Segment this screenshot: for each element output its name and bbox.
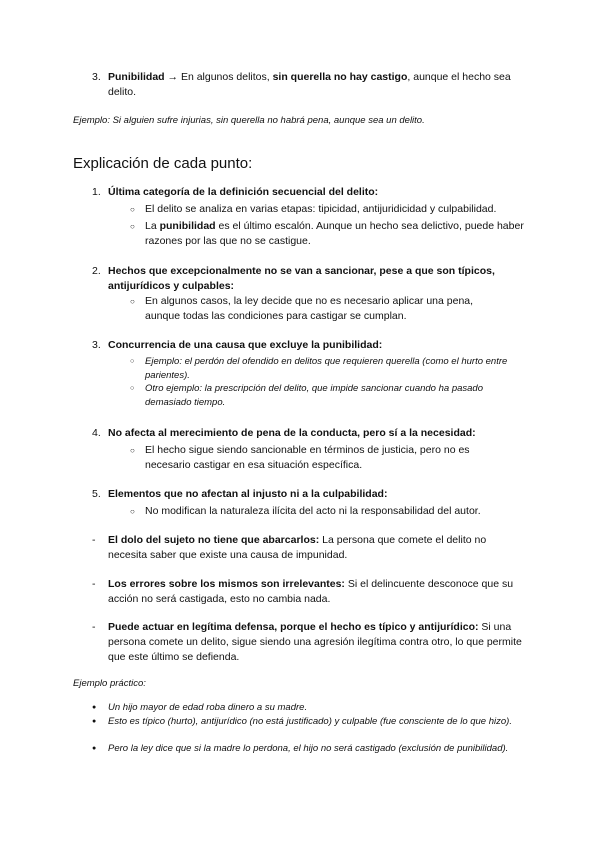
point-1-sub-1-text: El delito se analiza en varias etapas: tipicidad, antijuridicidad y culpabilidad.: [145, 203, 497, 215]
example-item-2: Esto es típico (hurto), antijurídico (no está justificado) y culpable (fue consciente de lo que hizo).: [108, 716, 512, 727]
top-item-number: 3.: [92, 71, 101, 83]
point-1-sub-1: [145, 202, 525, 217]
dash-item-dolo-bold: El dolo del sujeto no tiene que abarcarlos:: [108, 534, 320, 546]
point-2-title-text: Hechos que excepcionalmente no se van a sancionar, pese a que son típicos, antijurídicos y culpables:: [108, 265, 495, 292]
bullet-open-icon: ○: [130, 222, 135, 231]
dash-item-errores-bold: Los errores sobre los mismos son irrelevantes:: [108, 578, 345, 590]
point-3-title-text: Concurrencia de una causa que excluye la punibilidad:: [108, 339, 383, 351]
point-5-sub-1: No modifican la naturaleza ilícita del acto ni la responsabilidad del autor.: [145, 505, 481, 517]
point-1-number: 1.: [92, 186, 101, 198]
point-4-title: [108, 426, 528, 441]
example-item-3: Pero la ley dice que si la madre lo perdona, el hijo no será castigado (exclusión de punibilidad).: [108, 743, 509, 754]
bullet-filled-icon: ●: [92, 704, 97, 711]
bullet-open-icon: ○: [130, 358, 135, 365]
bullet-filled-icon: ●: [92, 745, 97, 752]
point-1-sub-2-post: es el último escalón. Aunque un hecho sea delictivo, puede haber razones por las que no se castigue.: [145, 220, 524, 247]
top-item-text2: , aunque el hecho sea delito.: [108, 71, 511, 98]
point-1-sub-2-pre: La: [145, 220, 160, 232]
top-item-text1: En algunos delitos,: [180, 71, 273, 83]
point-1-sub-2: [145, 219, 525, 249]
dash-marker: -: [92, 534, 96, 546]
example-item-1: Un hijo mayor de edad roba dinero a su madre.: [108, 702, 308, 713]
point-5-title: [108, 487, 528, 502]
bullet-open-icon: ○: [130, 297, 135, 306]
point-1-title-text: Última categoría de la definición secuencial del delito:: [108, 186, 379, 198]
dash-marker: -: [92, 621, 96, 633]
dash-item-legitima-text: Si una persona comete un delito, sigue siendo una agresión ilegítima contra otro, lo que permite que este último se defienda.: [108, 621, 522, 663]
point-4-sub-1: El hecho sigue siendo sancionable en términos de justicia, pero no es necesario castigar en esa situación específica.: [145, 444, 470, 471]
bullet-open-icon: ○: [130, 446, 135, 455]
dash-item-legitima-defensa: [108, 620, 528, 665]
section-heading: Explicación de cada punto:: [73, 155, 253, 172]
bullet-open-icon: ○: [130, 507, 135, 516]
top-item-label: Punibilidad: [108, 71, 165, 83]
bullet-filled-icon: ●: [92, 718, 97, 725]
dash-item-legitima-bold: Puede actuar en legítima defensa, porque el hecho es típico y antijurídico:: [108, 621, 479, 633]
point-1-sub-2-bold: punibilidad: [159, 220, 216, 232]
dash-marker: -: [92, 578, 96, 590]
top-item-bold: sin querella no hay castigo: [272, 71, 408, 83]
dash-item-dolo-text: La persona que comete el delito no necesita saber que existe una causa de impunidad.: [108, 534, 487, 561]
example-injurias: Ejemplo: Si alguien sufre injurias, sin querella no habrá pena, aunque sea un delito.: [73, 115, 425, 126]
point-2-title: [108, 264, 528, 294]
dash-item-errores: [108, 577, 528, 607]
bullet-open-icon: ○: [130, 385, 135, 392]
bullet-open-icon: ○: [130, 205, 135, 214]
point-4-number: 4.: [92, 427, 101, 439]
top-item-punibilidad: [108, 70, 528, 100]
point-2-sub-1: [145, 294, 490, 324]
point-3-number: 3.: [92, 339, 101, 351]
point-3-sub-2: Otro ejemplo: la prescripción del delito, que impide sancionar cuando ha pasado demasiado tiempo.: [145, 383, 483, 408]
arrow-glyph: →: [164, 71, 181, 83]
example-practico-label: Ejemplo práctico:: [73, 678, 146, 689]
point-5-number: 5.: [92, 488, 101, 500]
point-3-sub-1: Ejemplo: el perdón del ofendido en delitos que requieren querella (como el hurto entre parientes).: [145, 356, 508, 381]
point-2-number: 2.: [92, 265, 101, 277]
point-1-title: [108, 185, 528, 200]
dash-item-dolo: [108, 533, 528, 563]
dash-item-errores-text: Si el delincuente desconoce que su acción no será castigada, esto no cambia nada.: [108, 578, 514, 605]
point-5-title-text: Elementos que no afectan al injusto ni a la culpabilidad:: [108, 488, 388, 500]
point-3-title: [108, 338, 528, 353]
point-4-title-text: No afecta al merecimiento de pena de la conducta, pero sí a la necesidad:: [108, 427, 476, 439]
point-2-sub-1-text: En algunos casos, la ley decide que no es necesario aplicar una pena, aunque todas las condiciones para castigar se cumplan.: [145, 295, 474, 322]
